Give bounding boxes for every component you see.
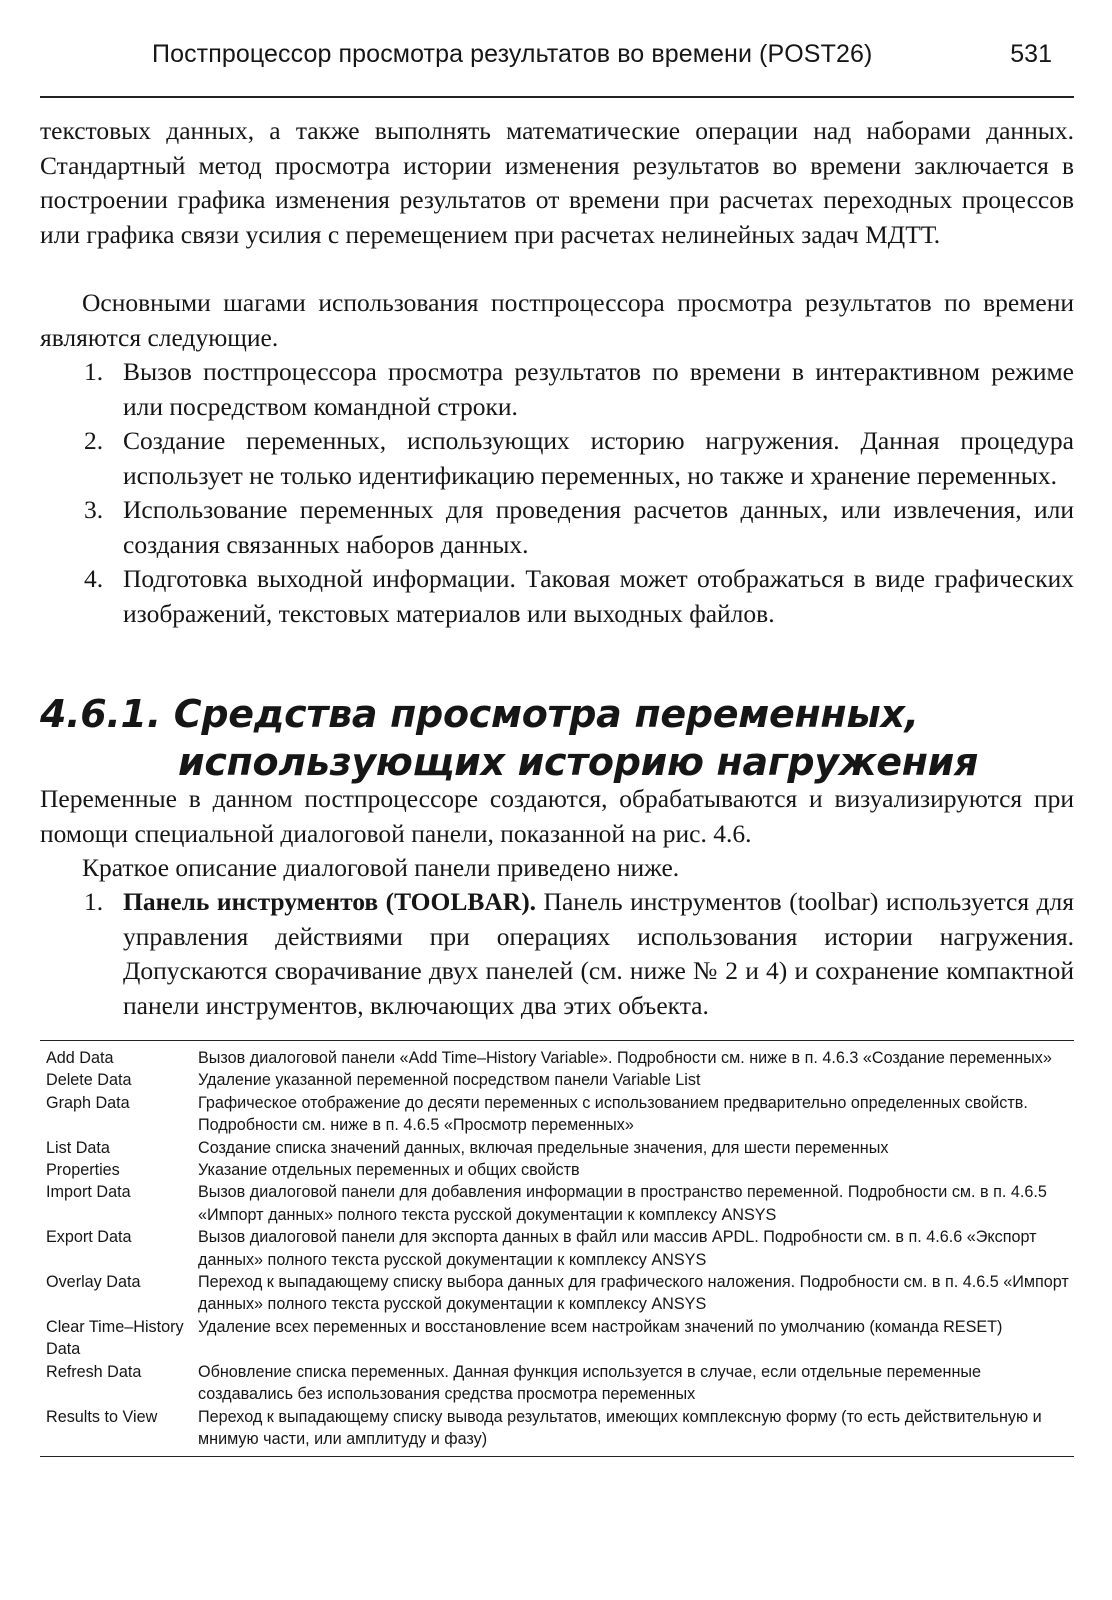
table-description: Вызов диалоговой панели для добавления информации в пространство переменной. Подробности см. в п. 4.6.5 «Импорт данных» полного текста русской документации к комплексу ANSYS bbox=[198, 1183, 1047, 1224]
list-item-text: Панель инструментов (toolbar) используется для управления действиями при операциях использования истории нагружения. Допускаются сворачивание двух панелей (см. ниже № 2 и 4) и сохранение компактной панели инструментов, включающих два этих объекта. bbox=[123, 887, 1074, 1020]
table-row bbox=[40, 1271, 1074, 1316]
table-term: Properties bbox=[46, 1161, 120, 1180]
list-item-text: Создание переменных, использующих историю нагружения. Данная процедура использует не только идентификацию переменных, но также и хранение переменных. bbox=[123, 426, 1074, 490]
intro-paragraph-steps: Основными шагами использования постпроцессора просмотра результатов по времени являются следующие. bbox=[40, 288, 1074, 352]
section-paragraph: Переменные в данном постпроцессоре создаются, обрабатываются и визуализируются при помощи специальной диалоговой панели, показанной на рис. 4.6. bbox=[40, 784, 1074, 848]
table-description: Удаление указанной переменной посредством панели Variable List bbox=[198, 1071, 701, 1090]
list-item-text: Вызов постпроцессора просмотра результатов по времени в интерактивном режиме или посредством командной строки. bbox=[123, 357, 1074, 421]
steps-list bbox=[40, 355, 1074, 631]
table-term: Overlay Data bbox=[46, 1273, 141, 1292]
table-term: Graph Data bbox=[46, 1093, 130, 1112]
table-description: Переход к выпадающему списку выбора данных для графического наложения. Подробности см. в п. 4.6.5 «Импорт данных» полного текста русской документации к комплексу ANSYS bbox=[198, 1273, 1069, 1314]
running-header bbox=[40, 36, 1074, 98]
table-row bbox=[40, 1092, 1074, 1137]
list-item-number: 2. bbox=[84, 426, 104, 455]
table-row bbox=[40, 1406, 1074, 1451]
section-title-part1: Средства просмотра переменных, bbox=[173, 692, 919, 736]
table-row bbox=[40, 1226, 1074, 1271]
section-heading bbox=[40, 690, 1074, 786]
list-item-text: Подготовка выходной информации. Таковая может отображаться в виде графических изображений, текстовых материалов или выходных файлов. bbox=[123, 564, 1074, 628]
table-term: List Data bbox=[46, 1138, 110, 1157]
list-item bbox=[40, 355, 1074, 424]
intro-paragraph-continued: текстовых данных, а также выполнять математические операции над наборами данных. Стандартный метод просмотра истории изменения результатов во времени заключается в построении графика изменения результатов от времени при расчетах переходных процессов или графика связи усилия с перемещением при расчетах нелинейных задач МДТТ. bbox=[40, 116, 1074, 249]
list-item-bold-term: Панель инструментов (TOOLBAR). bbox=[123, 887, 537, 916]
section-heading-line1 bbox=[40, 690, 1074, 738]
list-item-text: Использование переменных для проведения расчетов данных, или извлечения, или создания связанных наборов данных. bbox=[123, 495, 1074, 559]
table-term: Add Data bbox=[46, 1049, 114, 1067]
table-description: Удаление всех переменных и восстановление всем настройкам значений по умолчанию (команда RESET) bbox=[198, 1317, 1003, 1336]
table-row bbox=[40, 1181, 1074, 1226]
table-description: Указание отдельных переменных и общих свойств bbox=[198, 1161, 580, 1180]
list-item-number: 4. bbox=[84, 564, 104, 593]
table-description: Графическое отображение до десяти переменных с использованием предварительно определенных свойств. Подробности см. ниже в п. 4.6.5 «Просмотр переменных» bbox=[198, 1093, 1028, 1135]
list-item bbox=[40, 885, 1074, 1023]
table-row bbox=[40, 1361, 1074, 1406]
list-item-number: 1. bbox=[84, 887, 104, 916]
section-paragraph-intro-list: Краткое описание диалоговой панели приведено ниже. bbox=[82, 853, 680, 882]
table-description: Обновление списка переменных. Данная функция используется в случае, если отдельные переменные создавались без использования средства просмотра переменных bbox=[198, 1362, 982, 1404]
toolbar-commands-table bbox=[40, 1040, 1074, 1457]
table-description: Создание списка значений данных, включая предельные значения, для шести переменных bbox=[198, 1138, 889, 1157]
section-title-part2: использующих историю нагружения bbox=[178, 740, 979, 784]
table-description: Вызов диалоговой панели «Add Time–History Variable». Подробности см. ниже в п. 4.6.3 «Создание переменных» bbox=[198, 1049, 1052, 1067]
table-term: Clear Time–History Data bbox=[46, 1317, 184, 1359]
table-description: Вызов диалоговой панели для экспорта данных в файл или массив APDL. Подробности см. в п. 4.6.6 «Экспорт данных» полного текста русской документации к комплексу ANSYS bbox=[198, 1228, 1037, 1269]
table-row bbox=[40, 1159, 1074, 1181]
list-item bbox=[40, 493, 1074, 562]
list-item bbox=[40, 424, 1074, 493]
table-row bbox=[40, 1069, 1074, 1091]
list-item bbox=[40, 562, 1074, 631]
running-header-title: Постпроцессор просмотра результатов во времени (POST26) bbox=[152, 40, 873, 68]
table-term: Export Data bbox=[46, 1228, 132, 1247]
table-term: Results to View bbox=[46, 1407, 158, 1426]
table-row bbox=[40, 1316, 1074, 1361]
list-item-number: 3. bbox=[84, 495, 104, 524]
table-row bbox=[40, 1137, 1074, 1159]
table-term: Import Data bbox=[46, 1183, 131, 1202]
table-term: Refresh Data bbox=[46, 1362, 142, 1381]
list-item-number: 1. bbox=[84, 357, 104, 386]
table-term: Delete Data bbox=[46, 1071, 132, 1090]
table-description: Переход к выпадающему списку вывода результатов, имеющих комплексную форму (то есть действительную и мнимую части, или амплитуду и фазу) bbox=[198, 1407, 1042, 1448]
dialog-description-list bbox=[40, 885, 1074, 1023]
table-row bbox=[40, 1047, 1074, 1069]
page-number: 531 bbox=[1010, 40, 1052, 68]
section-number: 4.6.1. bbox=[40, 692, 161, 736]
